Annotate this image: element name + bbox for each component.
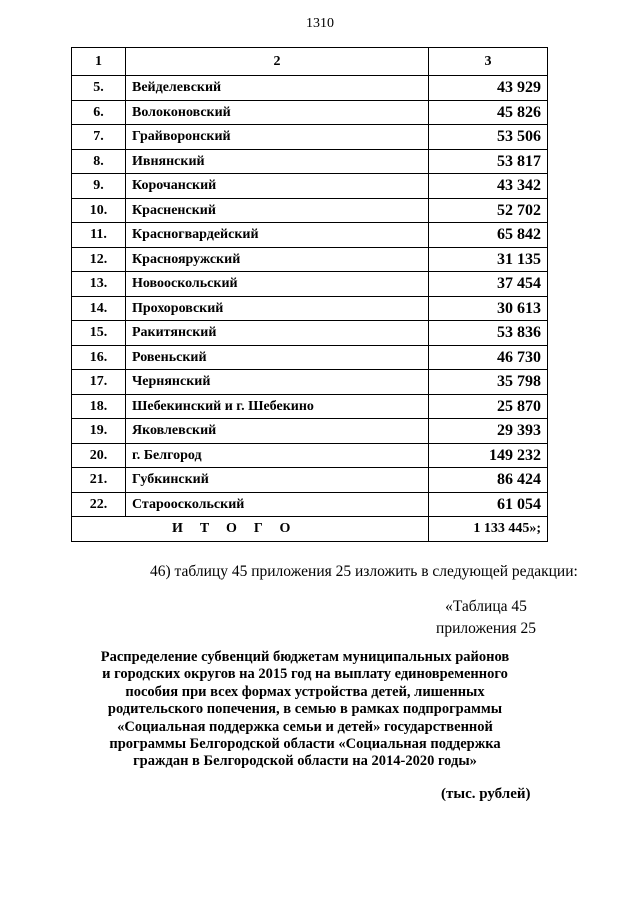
table-row (72, 370, 548, 395)
table-row (72, 272, 548, 297)
table-row (72, 443, 548, 468)
row-number: 18. (72, 394, 126, 419)
district-name: Прохоровский (126, 296, 429, 321)
table-row (72, 394, 548, 419)
row-number: 8. (72, 149, 126, 174)
district-name: Грайворонский (126, 125, 429, 150)
title-line: «Социальная поддержка семьи и детей» государственной (117, 718, 493, 735)
subsidy-amount: 149 232 (429, 443, 548, 468)
subsidy-amount: 30 613 (429, 296, 548, 321)
district-name: Красненский (126, 198, 429, 223)
district-name: Ивнянский (126, 149, 429, 174)
subsidy-amount: 35 798 (429, 370, 548, 395)
table-reference-line-1: «Таблица 45 (445, 598, 527, 615)
total-label: ИТОГО (72, 517, 429, 542)
district-name: Красногвардейский (126, 223, 429, 248)
page-number: 1310 (306, 16, 334, 31)
table-reference-line-2: приложения 25 (436, 620, 536, 637)
row-number: 11. (72, 223, 126, 248)
table-row (72, 492, 548, 517)
district-name: Краснояружский (126, 247, 429, 272)
header-col-3: 3 (429, 48, 548, 76)
row-number: 22. (72, 492, 126, 517)
table-header-row (72, 48, 548, 76)
table-row (72, 419, 548, 444)
district-name: г. Белгород (126, 443, 429, 468)
row-number: 16. (72, 345, 126, 370)
subsidy-amount: 31 135 (429, 247, 548, 272)
district-name: Корочанский (126, 174, 429, 199)
district-name: Старооскольский (126, 492, 429, 517)
table-row (72, 247, 548, 272)
subsidy-amount: 53 836 (429, 321, 548, 346)
units-label: (тыс. рублей) (441, 786, 531, 802)
row-number: 10. (72, 198, 126, 223)
row-number: 5. (72, 76, 126, 101)
subsidy-amount: 29 393 (429, 419, 548, 444)
table-row (72, 100, 548, 125)
subsidy-amount: 25 870 (429, 394, 548, 419)
district-name: Чернянский (126, 370, 429, 395)
table-row (72, 223, 548, 248)
subsidy-amount: 86 424 (429, 468, 548, 493)
subsidy-amount: 45 826 (429, 100, 548, 125)
row-number: 15. (72, 321, 126, 346)
table-row (72, 174, 548, 199)
table-row (72, 76, 548, 101)
table-row (72, 296, 548, 321)
row-number: 6. (72, 100, 126, 125)
table-row (72, 468, 548, 493)
subsidy-amount: 53 506 (429, 125, 548, 150)
row-number: 19. (72, 419, 126, 444)
subsidy-table (71, 47, 548, 542)
table-row (72, 198, 548, 223)
document-title (80, 649, 530, 771)
amendment-instruction: 46) таблицу 45 приложения 25 изложить в следующей редакции: (150, 563, 578, 580)
header-col-1: 1 (72, 48, 126, 76)
district-name: Вейделевский (126, 76, 429, 101)
table-row (72, 321, 548, 346)
total-row (72, 517, 548, 542)
title-line: родительского попечения, в семью в рамках подпрограммы (107, 701, 503, 718)
district-name: Новооскольский (126, 272, 429, 297)
title-line: программы Белгородской области «Социальная поддержка (109, 736, 501, 753)
subsidy-amount: 37 454 (429, 272, 548, 297)
row-number: 13. (72, 272, 126, 297)
subsidy-amount: 61 054 (429, 492, 548, 517)
header-col-2: 2 (126, 48, 429, 76)
subsidy-amount: 53 817 (429, 149, 548, 174)
total-amount: 1 133 445»; (429, 517, 548, 542)
row-number: 20. (72, 443, 126, 468)
subsidy-amount: 65 842 (429, 223, 548, 248)
table-row (72, 345, 548, 370)
title-line: и городских округов на 2015 год на выплату единовременного (102, 666, 508, 683)
table-row (72, 125, 548, 150)
table-reference (434, 596, 538, 640)
title-line: Распределение субвенций бюджетам муниципальных районов (100, 649, 510, 665)
row-number: 21. (72, 468, 126, 493)
row-number: 9. (72, 174, 126, 199)
row-number: 7. (72, 125, 126, 150)
row-number: 17. (72, 370, 126, 395)
subsidy-amount: 46 730 (429, 345, 548, 370)
row-number: 12. (72, 247, 126, 272)
district-name: Яковлевский (126, 419, 429, 444)
table-row (72, 149, 548, 174)
district-name: Ракитянский (126, 321, 429, 346)
subsidy-amount: 52 702 (429, 198, 548, 223)
district-name: Губкинский (126, 468, 429, 493)
row-number: 14. (72, 296, 126, 321)
district-name: Ровеньский (126, 345, 429, 370)
title-line: граждан в Белгородской области на 2014-2020 годы» (133, 753, 477, 770)
subsidy-amount: 43 929 (429, 76, 548, 101)
subsidy-amount: 43 342 (429, 174, 548, 199)
title-line: пособия при всех формах устройства детей, лишенных (125, 683, 485, 700)
district-name: Шебекинский и г. Шебекино (126, 394, 429, 419)
district-name: Волоконовский (126, 100, 429, 125)
